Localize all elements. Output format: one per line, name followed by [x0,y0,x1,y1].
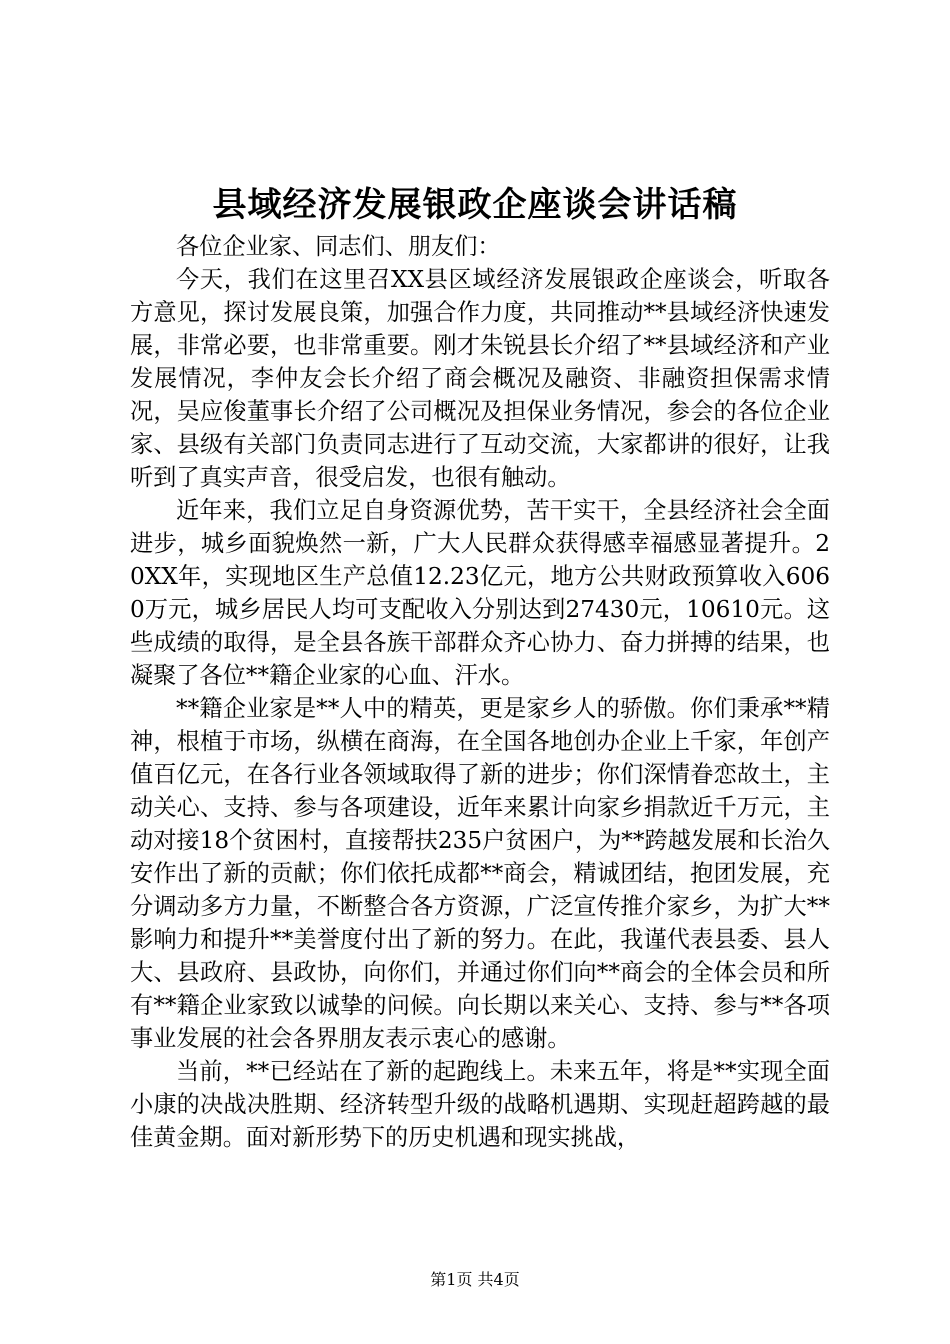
body-paragraph-3: **籍企业家是**人中的精英，更是家乡人的骄傲。你们秉承**精神，根植于市场，纵横在商海，在全国各地创办企业上千家，年创产值百亿元，在各行业各领域取得了新的进步；你们深情眷恋故土，主动关心、支持、参与各项建设，近年来累计向家乡捐款近千万元，主动对接18个贫困村，直接帮扶235户贫困户，为**跨越发展和长治久安作出了新的贡献；你们依托成都**商会，精诚团结，抱团发展，充分调动多方力量，不断整合各方资源，广泛宣传推介家乡，为扩大**影响力和提升**美誉度付出了新的努力。在此，我谨代表县委、县人大、县政府、县政协，向你们，并通过你们向**商会的全体会员和所有**籍企业家致以诚挚的问候。向长期以来关心、支持、参与**各项事业发展的社会各界朋友表示衷心的感谢。 [130,695,830,1052]
document-title: 县域经济发展银政企座谈会讲话稿 [212,185,738,225]
body-paragraph-2: 近年来，我们立足自身资源优势，苦干实干，全县经济社会全面进步，城乡面貌焕然一新，广大人民群众获得感幸福感显著提升。20XX年，实现地区生产总值12.23亿元，地方公共财政预算收入6060万元，城乡居民人均可支配收入分别达到27430元，10610元。这些成绩的取得，是全县各族干部群众齐心协力、奋力拼搏的结果，也凝聚了各位**籍企业家的心血、汗水。 [130,497,830,689]
body-paragraph-4: 当前，**已经站在了新的起跑线上。未来五年，将是**实现全面小康的决战决胜期、经济转型升级的战略机遇期、实现赶超跨越的最佳黄金期。面对新形势下的历史机遇和现实挑战， [130,1058,830,1151]
page-footer: 第1页 共4页 [430,1270,520,1289]
body-paragraph-1: 今天，我们在这里召XX县区域经济发展银政企座谈会，听取各方意见，探讨发展良策，加强合作力度，共同推动**县域经济快速发展，非常必要，也非常重要。刚才朱锐县长介绍了**县域经济和产业发展情况，李仲友会长介绍了商会概况及融资、非融资担保需求情况，吴应俊董事长介绍了公司概况及担保业务情况，参会的各位企业家、县级有关部门负责同志进行了互动交流，大家都讲的很好，让我听到了真实声音，很受启发，也很有触动。 [130,266,830,491]
document-body [130,230,830,1154]
salutation-paragraph: 各位企业家、同志们、朋友们： [176,233,501,260]
